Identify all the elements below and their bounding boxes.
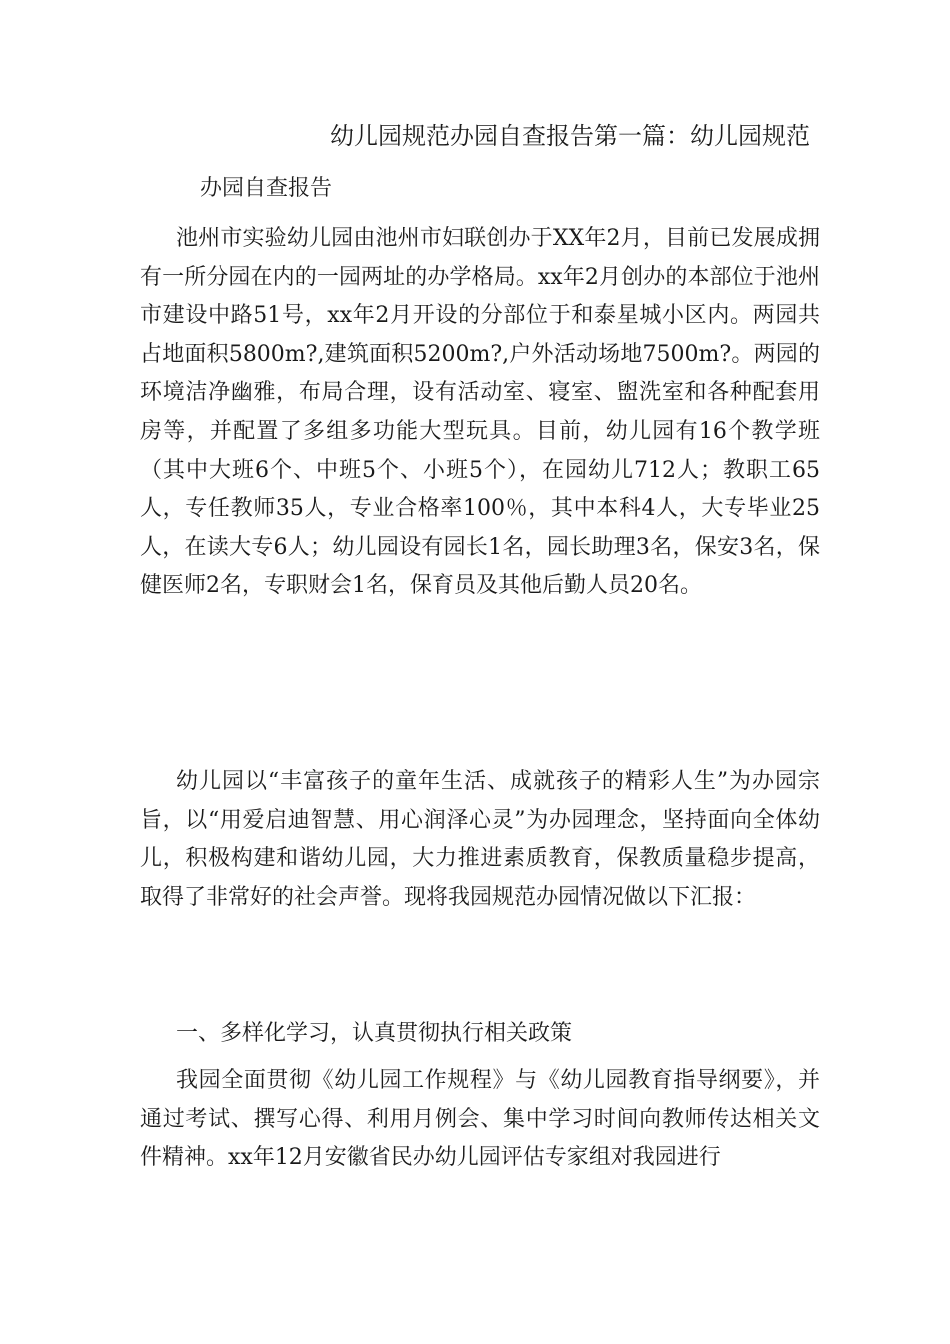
section-heading-1: 一、多样化学习，认真贯彻执行相关政策	[176, 1021, 573, 1046]
paragraph-policy: 我园全面贯彻《幼儿园工作规程》与《幼儿园教育指导纲要》，并通过考试、撰写心得、利用月例会、集中学习时间向教师传达相关文件精神。xx年12月安徽省民办幼儿园评估专家组对我园进行	[140, 1068, 820, 1171]
paragraph-school-overview: 池州市实验幼儿园由池州市妇联创办于XX年2月，目前已发展成拥有一所分园在内的一园两址的办学格局。xx年2月创办的本部位于池州市建设中路51号，xx年2月开设的分部位于和泰星城小区内。两园共占地面积5800m?,建筑面积5200m?,户外活动场地7500m?。两园的环境洁净幽雅，布局合理，设有活动室、寝室、盥洗室和各种配套用房等，并配置了多组多功能大型玩具。目前，幼儿园有16个教学班（其中大班6个、中班5个、小班5个），在园幼儿712人；教职工65人，专任教师35人，专业合格率100％，其中本科4人，大专毕业25人，在读大专6人；幼儿园设有园长1名，园长助理3名，保安3名，保健医师2名，专职财会1名，保育员及其他后勤人员20名。	[140, 226, 820, 599]
paragraph-philosophy: 幼儿园以“丰富孩子的童年生活、成就孩子的精彩人生”为办园宗旨，以“用爱启迪智慧、用心润泽心灵”为办园理念，坚持面向全体幼儿，积极构建和谐幼儿园，大力推进素质教育，保教质量稳步提高，取得了非常好的社会声誉。现将我园规范办园情况做以下汇报：	[140, 769, 820, 910]
document-title-line-1: 幼儿园规范办园自查报告第一篇：幼儿园规范	[330, 122, 810, 150]
document-title-line-2: 办园自查报告	[200, 176, 333, 201]
